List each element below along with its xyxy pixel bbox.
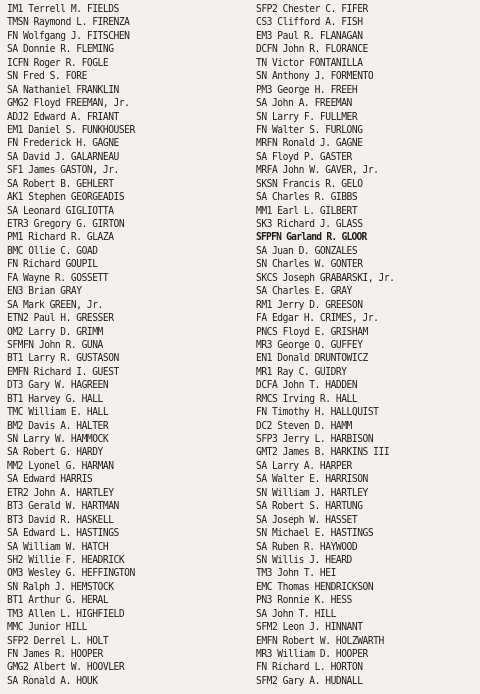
roster-entry: SN William J. HARTLEY bbox=[256, 487, 368, 500]
roster-entry: SA Edward L. HASTINGS bbox=[7, 527, 119, 540]
roster-entry: TM3 John T. HEI bbox=[256, 567, 336, 580]
roster-entry: BMC Ollie C. GOAD bbox=[7, 245, 98, 258]
roster-entry: MR1 Ray C. GUIDRY bbox=[256, 366, 347, 379]
roster-entry: MR3 George O. GUFFEY bbox=[256, 339, 363, 352]
roster-entry: MMC Junior HILL bbox=[7, 621, 87, 634]
roster-entry: SA Mark GREEN, Jr. bbox=[7, 299, 103, 312]
roster-entry: SA David J. GALARNEAU bbox=[7, 151, 119, 164]
roster-entry: PM3 George H. FREEH bbox=[256, 84, 358, 97]
roster-entry: SA Ronald A. HOUK bbox=[7, 675, 98, 688]
roster-entry: SA Robert B. GEHLERT bbox=[7, 178, 114, 191]
roster-entry: SKSN Francis R. GELO bbox=[256, 178, 363, 191]
roster-entry: SA Walter E. HARRISON bbox=[256, 473, 368, 486]
roster-entry: OM3 Wesley G. HEFFINGTON bbox=[7, 567, 135, 580]
roster-entry: FN Wolfgang J. FITSCHEN bbox=[7, 30, 130, 43]
roster-entry: ETR3 Gregory G. GIRTON bbox=[7, 218, 125, 231]
roster-entry: GMT2 James B. HARKINS III bbox=[256, 446, 390, 459]
roster-entry: MRFN Ronald J. GAGNE bbox=[256, 137, 363, 150]
roster-entry: TMC William E. HALL bbox=[7, 406, 109, 419]
roster-entry: SA Robert G. HARDY bbox=[7, 446, 103, 459]
roster-entry: MM2 Lyonel G. HARMAN bbox=[7, 460, 114, 473]
roster-entry: DT3 Gary W. HAGREEN bbox=[7, 379, 109, 392]
roster-entry: SFM2 Gary A. HUDNALL bbox=[256, 675, 363, 688]
roster-entry: DCFA John T. HADDEN bbox=[256, 379, 358, 392]
roster-entry: SFP2 Derrel L. HOLT bbox=[7, 635, 109, 647]
roster-entry: MM1 Earl L. GILBERT bbox=[256, 205, 358, 217]
roster-entry: SA Juan D. GONZALES bbox=[256, 245, 358, 258]
roster-entry: IM1 Terrell M. FIELDS bbox=[7, 3, 119, 16]
roster-entry: FN Richard GOUPIL bbox=[7, 258, 98, 271]
roster-entry: SA Donnie R. FLEMING bbox=[7, 43, 114, 56]
roster-entry: EN1 Donald DRUNTOWICZ bbox=[256, 352, 368, 365]
roster-entry: FN Richard L. HORTON bbox=[256, 661, 363, 674]
roster-entry: SN Ralph J. HEMSTOCK bbox=[7, 581, 114, 594]
roster-entry: SA Charles R. GIBBS bbox=[256, 191, 358, 204]
roster-entry: RMCS Irving R. HALL bbox=[256, 393, 358, 406]
roster-entry: BT3 David R. HASKELL bbox=[7, 514, 114, 527]
roster-entry: ETN2 Paul H. GRESSER bbox=[7, 312, 114, 325]
roster-entry: FA Edgar H. CRIMES, Jr. bbox=[256, 312, 379, 325]
roster-entry: EMFN Robert W. HOLZWARTH bbox=[256, 635, 384, 647]
roster-entry: SA Larry A. HARPER bbox=[256, 460, 352, 473]
roster-entry: BT1 Larry R. GUSTASON bbox=[7, 352, 119, 365]
roster-entry: SFP3 Jerry L. HARBISON bbox=[256, 433, 374, 446]
roster-entry: EM3 Paul R. FLANAGAN bbox=[256, 30, 363, 43]
roster-entry: FN James R. HOOPER bbox=[7, 648, 103, 661]
roster-entry: DCFN John R. FLORANCE bbox=[256, 43, 368, 56]
roster-entry: FN Walter S. FURLONG bbox=[256, 124, 363, 137]
roster-entry: EMFN Richard I. GUEST bbox=[7, 366, 119, 379]
roster-entry: RM1 Jerry D. GREESON bbox=[256, 299, 363, 312]
roster-entry: SA Edward HARRIS bbox=[7, 473, 93, 486]
roster-entry: SA John T. HILL bbox=[256, 608, 336, 621]
roster-entry: SN Larry W. HAMMOCK bbox=[7, 433, 109, 446]
roster-entry: EM1 Daniel S. FUNKHOUSER bbox=[7, 124, 135, 137]
roster-entry: CS3 Clifford A. FISH bbox=[256, 16, 363, 29]
roster-entry: EN3 Brian GRAY bbox=[7, 285, 82, 298]
roster-entry: SK3 Richard J. GLASS bbox=[256, 218, 363, 231]
roster-entry: SN Willis J. HEARD bbox=[256, 554, 352, 567]
roster-entry: SA William W. HATCH bbox=[7, 541, 109, 553]
roster-entry: DC2 Steven D. HAMM bbox=[256, 420, 352, 432]
roster-entry: FN Timothy H. HALLQUIST bbox=[256, 406, 379, 419]
roster-entry: SFMFN John R. GUNA bbox=[7, 339, 103, 352]
roster-entry: SA Robert S. HARTUNG bbox=[256, 500, 363, 513]
roster-entry: OM2 Larry D. GRIMM bbox=[7, 326, 103, 338]
roster-entry: SFM2 Leon J. HINNANT bbox=[256, 621, 363, 634]
roster-entry: BM2 Davis A. HALTER bbox=[7, 420, 109, 432]
roster-entry: SA Nathaniel FRANKLIN bbox=[7, 84, 119, 97]
roster-entry: SF1 James GASTON, Jr. bbox=[7, 164, 119, 177]
roster-entry: MRFA John W. GAVER, Jr. bbox=[256, 164, 379, 177]
roster-entry: SA Joseph W. HASSET bbox=[256, 514, 358, 527]
roster-entry: PNCS Floyd E. GRISHAM bbox=[256, 326, 368, 338]
roster-entry: PM1 Richard R. GLAZA bbox=[7, 231, 114, 244]
roster-entry: TMSN Raymond L. FIRENZA bbox=[7, 16, 130, 29]
roster-entry: GMG2 Floyd FREEMAN, Jr. bbox=[7, 97, 130, 110]
roster-entry: BT1 Harvey G. HALL bbox=[7, 393, 103, 406]
roster-entry: BT1 Arthur G. HERAL bbox=[7, 594, 109, 607]
roster-entry: AK1 Stephen GEORGEADIS bbox=[7, 191, 125, 204]
roster-entry: FN Frederick H. GAGNE bbox=[7, 137, 119, 150]
roster-entry: MR3 William D. HOOPER bbox=[256, 648, 368, 661]
roster-entry: GMG2 Albert W. HOOVLER bbox=[7, 661, 125, 674]
roster-entry: ADJ2 Edward A. FRIANT bbox=[7, 111, 119, 123]
roster-entry: SFPFN Garland R. GLOOR bbox=[256, 231, 367, 244]
roster-entry: EMC Thomas HENDRICKSON bbox=[256, 581, 374, 594]
roster-entry: SN Charles W. GONTER bbox=[256, 258, 363, 271]
roster-entry: ICFN Roger R. FOGLE bbox=[7, 57, 109, 70]
roster-left-column bbox=[7, 3, 239, 688]
roster-entry: SA Charles E. GRAY bbox=[256, 285, 352, 298]
roster-entry: PN3 Ronnie K. HESS bbox=[256, 594, 352, 607]
roster-entry: SA Leonard GIGLIOTTA bbox=[7, 205, 114, 217]
roster-entry: SN Fred S. FORE bbox=[7, 70, 87, 83]
roster-entry: SFP2 Chester C. FIFER bbox=[256, 3, 368, 16]
roster-entry: SA Ruben R. HAYWOOD bbox=[256, 541, 358, 553]
roster-entry: FA Wayne R. GOSSETT bbox=[7, 272, 109, 285]
roster-entry: BT3 Gerald W. HARTMAN bbox=[7, 500, 119, 513]
roster-entry: SA Floyd P. GASTER bbox=[256, 151, 352, 164]
roster-entry: SH2 Willie F. HEADRICK bbox=[7, 554, 125, 567]
roster-entry: SN Michael E. HASTINGS bbox=[256, 527, 374, 540]
roster-right-column bbox=[256, 3, 480, 688]
roster-entry: SA John A. FREEMAN bbox=[256, 97, 352, 110]
roster-entry: SN Larry F. FULLMER bbox=[256, 111, 358, 123]
roster-entry: SN Anthony J. FORMENTO bbox=[256, 70, 374, 83]
roster-entry: SKCS Joseph GRABARSKI, Jr. bbox=[256, 272, 395, 285]
roster-entry: TM3 Allen L. HIGHFIELD bbox=[7, 608, 125, 621]
roster-entry: TN Victor FONTANILLA bbox=[256, 57, 363, 70]
roster-entry: ETR2 John A. HARTLEY bbox=[7, 487, 114, 500]
